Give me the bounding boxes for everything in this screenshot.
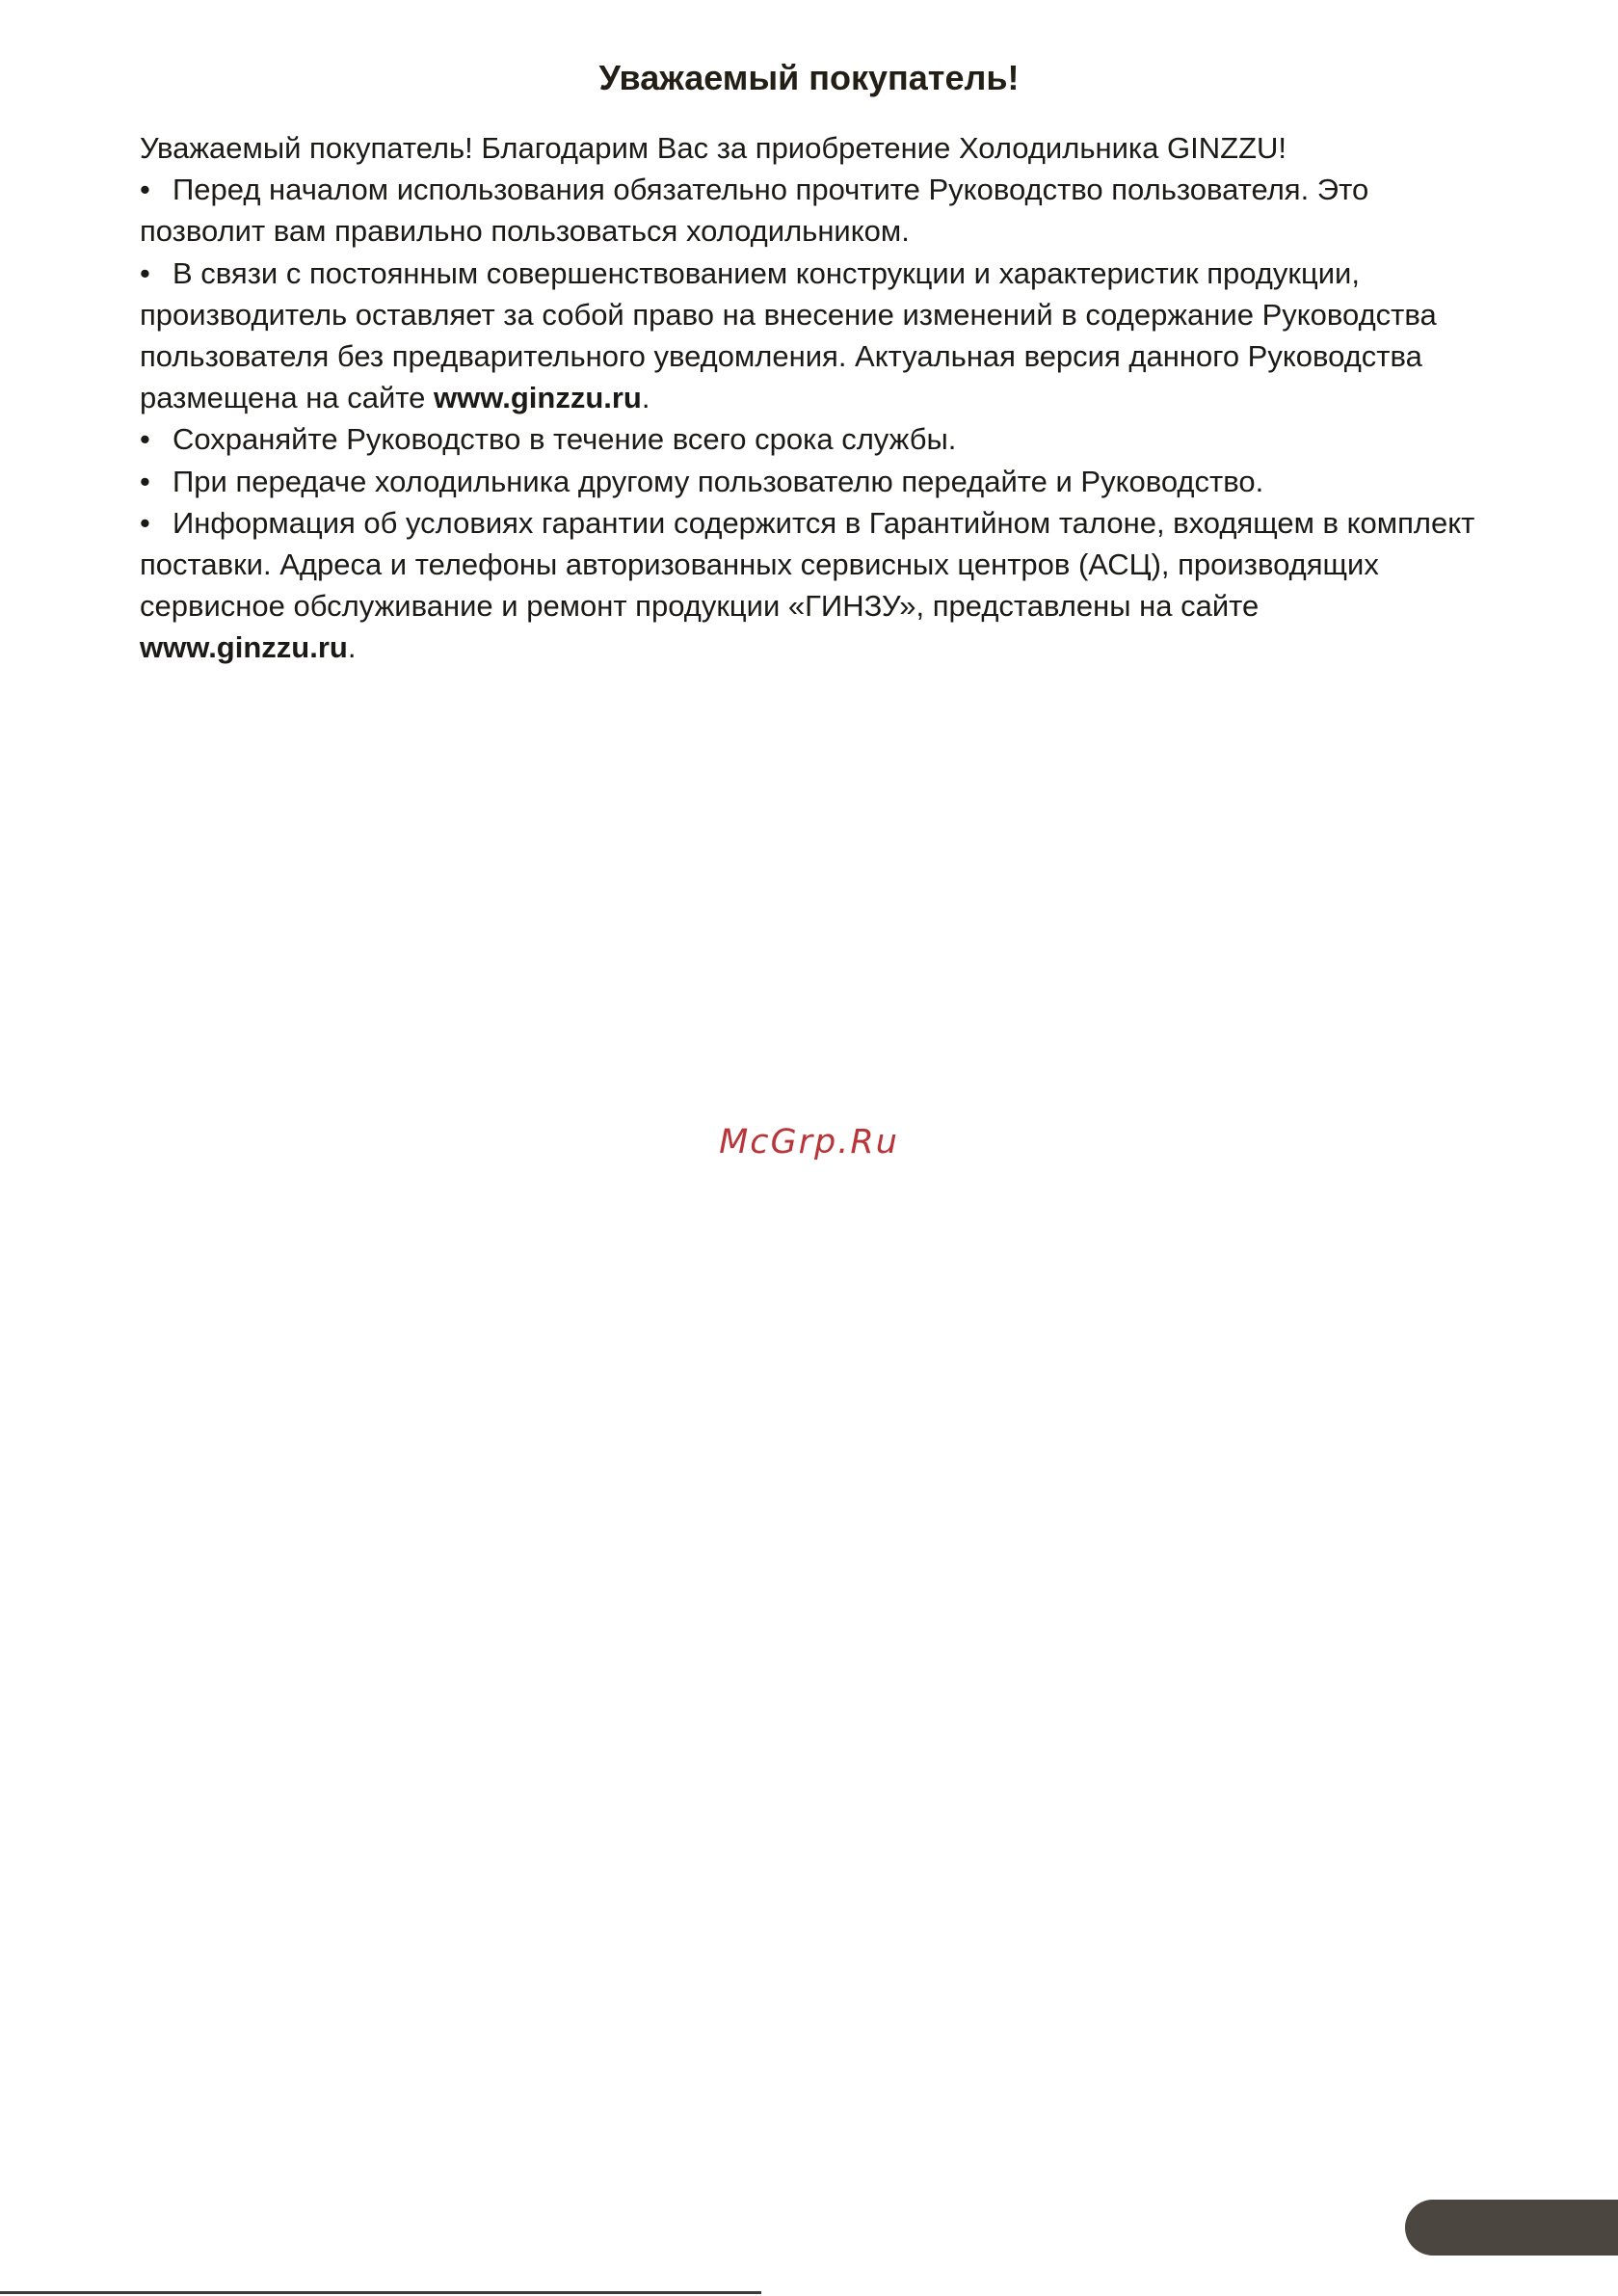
list-item <box>140 253 1479 419</box>
bullet-icon: • <box>140 255 150 290</box>
bullet-icon: • <box>140 505 150 540</box>
footer-divider <box>0 2291 761 2294</box>
list-item-text: В связи с постоянным совершенствованием конструкции и характеристик продукции, производитель оставляет за собой право на внесение изменений в содержание Руководства пользователя без предварительного уведомления. Актуальная версия данного Руководства размещена на сайте <box>140 255 1437 415</box>
list-item-text: Информация об условиях гарантии содержится в Гарантийном талоне, входящем в комплект поставки. Адреса и телефоны авторизованных сервисных центров (АСЦ), производящих сервисное обслуживание и ремонт продукции «ГИНЗУ», представлены на сайте <box>140 505 1475 624</box>
list-item-punctuation: . <box>347 630 357 665</box>
list-item-text: Перед началом использования обязательно прочтите Руководство пользователя. Это позволит вам правильно пользоваться холодильником. <box>140 173 1369 249</box>
list-item <box>140 502 1479 669</box>
list-item <box>140 418 1479 460</box>
list-item-text: Сохраняйте Руководство в течение всего срока службы. <box>172 422 957 457</box>
website-link[interactable]: www.ginzzu.ru <box>434 381 642 415</box>
page-number-tab <box>1405 2200 1618 2256</box>
list-item-text: При передаче холодильника другому пользователю передайте и Руководство. <box>172 464 1264 498</box>
page-title: Уважаемый покупатель! <box>598 58 1020 97</box>
website-link[interactable]: www.ginzzu.ru <box>140 630 348 665</box>
bullet-icon: • <box>140 173 150 207</box>
intro-paragraph: Уважаемый покупатель! Благодарим Вас за приобретение Холодильника GINZZU! <box>140 131 1287 165</box>
document-body <box>140 127 1479 669</box>
bullet-icon: • <box>140 464 150 498</box>
list-item <box>140 461 1479 502</box>
list-item-punctuation: . <box>641 381 650 415</box>
watermark: McGrp.Ru <box>719 1123 899 1161</box>
bullet-icon: • <box>140 422 150 457</box>
list-item <box>140 169 1479 252</box>
